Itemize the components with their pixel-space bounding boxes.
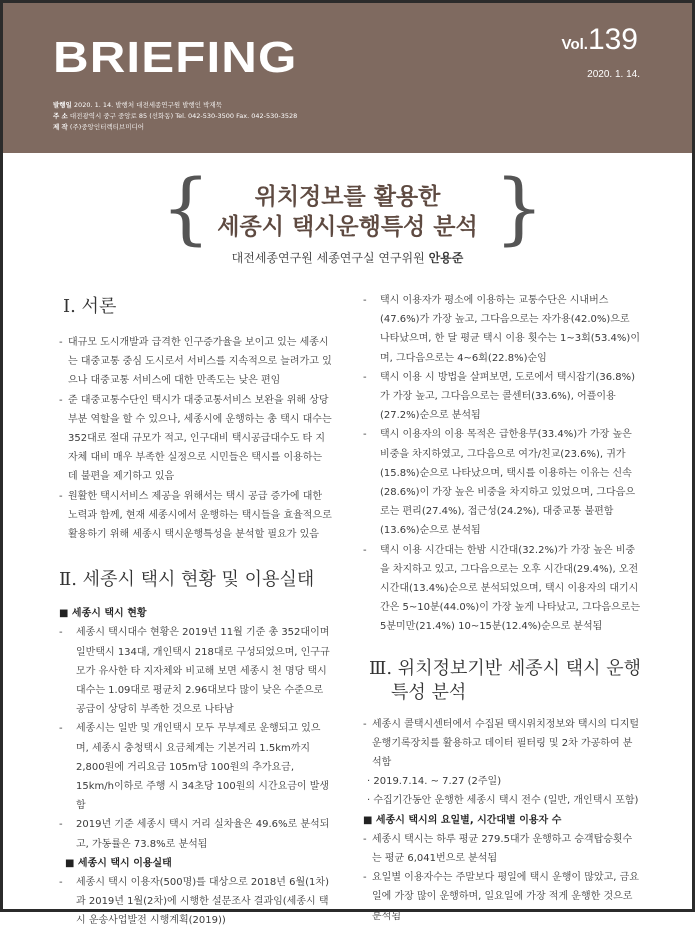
subheading: ■ 세종시 택시 이용실태 xyxy=(65,857,172,869)
volume-number xyxy=(562,23,638,57)
subheading: ■ 세종시 택시의 요일별, 시간대별 이용자 수 xyxy=(363,814,562,826)
subheading: ■ 세종시 택시 현황 xyxy=(59,608,147,620)
list-item: - 대규모 도시개발과 급격한 인구증가율을 보이고 있는 세종시는 대중교통 중심 도시로서 서비스를 지속적으로 늘려가고 있으나 대중교통 서비스에 대한 만족도는 낮은 편임 xyxy=(59,337,332,387)
pub-line: 주 소 대전광역시 중구 중앙로 85 (선화동) Tel. 042-530-3500 Fax. 042-530-3528 xyxy=(53,112,298,120)
list-item: - 세종시 콜택시센터에서 수집된 택시위치정보와 택시의 디지털 운행기록장치를 활용하고 데이터 필터링 및 2차 가공하여 분석함 xyxy=(363,718,640,769)
author-line xyxy=(3,249,692,266)
left-brace: { xyxy=(161,164,211,254)
sub-item: · 수집기간동안 운행한 세종시 택시 전수 (일반, 개인택시 포함) xyxy=(367,795,639,807)
right-brace: } xyxy=(494,164,544,254)
author-name: 안용준 xyxy=(428,251,464,265)
list-item: - 세종시 택시대수 현황은 2019년 11월 기준 총 352대이며 일반택시 134대, 개인택시 218대로 구성되었으며, 인구규모가 유사한 타 지자체와 비교해 보면 세종시 천 명당 택시 대수는 1.09대로 평균치 2.96대보다 많이 낮은 수준으로 공급이 상당히 부족한 것으로 나타남 xyxy=(59,627,330,716)
right-column xyxy=(363,291,641,926)
volume-label: Vol. xyxy=(561,36,588,53)
list-item: - 세종시 택시는 하루 평균 279.5대가 운행하고 승객탑승횟수는 평균 6,041번으로 분석됨 xyxy=(363,833,633,865)
header-banner xyxy=(3,3,692,153)
title-block xyxy=(3,158,692,278)
section-heading-analysis: Ⅲ. 위치정보기반 세종시 택시 운행 특성 분석 xyxy=(369,657,642,703)
list-item: - 택시 이용 시간대는 한밤 시간대(32.2%)가 가장 높은 비중을 차지하고 있고, 그다음으로는 오후 시간대(29.4%), 오전 시간대(13.4%)순으로 분석되었으며, 택시 이용자의 대기시간은 5~10분(44.0%)이 가장 높게 나타났고, 그다음으로는 5분미만(21.4%) 10~15분(12.4%)순으로 분석됨 xyxy=(363,544,640,633)
list-item: - 2019년 기준 세종시 택시 거리 실차율은 49.6%로 분석되고, 가동률은 73.8%로 분석됨 xyxy=(59,819,330,850)
list-item: - 택시 이용 시 방법을 살펴보면, 도로에서 택시잡기(36.8%)가 가장 높고, 그다음으로는 콜센터(33.6%), 어플이용(27.2%)순으로 분석됨 xyxy=(363,371,636,422)
issue-date: 2020. 1. 14. xyxy=(587,69,640,80)
author-affiliation: 대전세종연구원 세종연구실 연구위원 xyxy=(231,251,425,265)
list-item: - 택시 이용자가 평소에 이용하는 교통수단은 시내버스(47.6%)가 가장 높고, 그다음으로는 자가용(42.0%)으로 나타났으며, 한 달 평균 택시 이용 횟수는 1~3회(53.4%)이며, 그다음으로는 4~6회(22.8%)순임 xyxy=(363,295,640,364)
list-item: - 세종시 택시 이용자(500명)를 대상으로 2018년 6월(1차)과 2019년 1월(2차)에 시행한 설문조사 결과임(세종시 택시 운송사업발전 시행계획(2019)) xyxy=(59,877,329,927)
section-heading-intro: Ⅰ. 서론 xyxy=(63,296,117,317)
title-line-2: 세종시 택시운행특성 분석 xyxy=(217,214,478,240)
volume-value: 139 xyxy=(587,23,638,56)
left-column xyxy=(59,291,333,931)
list-item: - 원활한 택시서비스 제공을 위해서는 택시 공급 증가에 대한 노력과 함께, 현재 세종시에서 운행하는 택시들을 효율적으로 활용하기 위해 세종시 택시운행특성을 분석할 필요가 있음 xyxy=(59,490,332,541)
pub-line: 발행일 2020. 1. 14. 발행처 대전세종연구원 발행인 박재묵 xyxy=(53,101,222,109)
section-heading-status: Ⅱ. 세종시 택시 현황 및 이용실태 xyxy=(59,569,315,591)
list-item: - 택시 이용자의 이용 목적은 급한용무(33.4%)가 가장 높은 비중을 차지하였고, 그다음으로 여가/친교(23.6%), 귀가(15.8%)순으로 나타났으며, 택시를 이용하는 이유는 신속(28.6%)이 가장 높은 비중을 차지하고 있었으며, 그다음으로는 편리(27.4%), 접근성(24.2%), 대중교통 불편함(13.6%)순으로 분석됨 xyxy=(363,429,636,537)
pub-line: 제 작 (주)중앙인터렉티브미디어 xyxy=(53,123,145,131)
publication-info xyxy=(53,100,297,133)
brand-logo: BRIEFING xyxy=(53,33,298,82)
list-item: - 요일별 이용자수는 주말보다 평일에 택시 운행이 많았고, 금요일에 가장 많이 운행하며, 일요일에 가장 적게 운행한 것으로 분석됨 xyxy=(363,872,639,922)
list-item: - 준 대중교통수단인 택시가 대중교통서비스 보완을 위해 상당 부분 역할을 할 수 있으나, 세종시에 운행하는 총 택시 대수는 352대로 절대 규모가 적고, 인구대비 택시공급대수도 타 지자체 대비 매우 부족한 실정으로 시민들은 택시를 이용하는 데 불편을 제기하고 있음 xyxy=(59,394,332,483)
sub-item: · 2019.7.14. ~ 7.27 (2주일) xyxy=(367,776,502,788)
title-line-1: 위치정보를 활용한 xyxy=(254,184,441,210)
list-item: - 세종시는 일반 및 개인택시 모두 무부제로 운행되고 있으며, 세종시 충청택시 요금체계는 기본거리 1.5km까지 2,800원에 거리요금 105m당 100원의 추가요금, 15km/h이하로 주행 시 34초당 100원의 시간요금이 발생함 xyxy=(59,723,330,812)
